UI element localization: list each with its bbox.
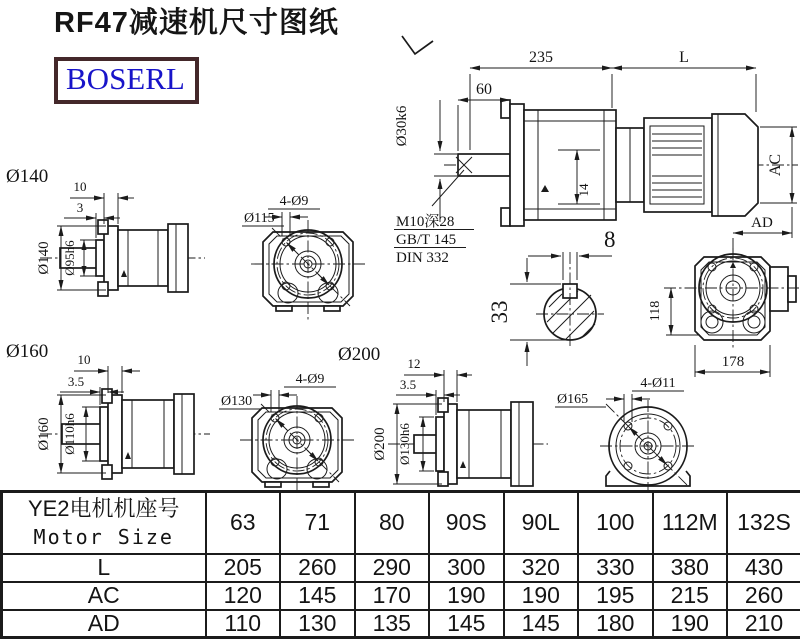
dim-flange-od-label: Ø140 [36,241,52,275]
value-L-3: 300 [429,554,504,582]
value-AC-6: 215 [653,582,728,610]
frame-size-column-0: 63 [206,492,281,554]
center-hole-leader [432,170,464,206]
dim-bcd-115-label: Ø115 [244,211,275,226]
table-row-AD [2,610,800,638]
pilot-boss [436,417,444,471]
flange-165-front-view [555,376,696,490]
variant-label-160: Ø160 [6,341,49,362]
value-AD-2: 135 [355,610,430,638]
frame-size-column-1: 71 [280,492,355,554]
flange-160-side-view [6,341,210,479]
value-AD-3: 145 [429,610,504,638]
value-AD-7: 210 [727,610,800,638]
row-label-L: L [2,554,206,582]
terminal-box [770,267,788,311]
motor-size-header-en: Motor Size [33,525,174,550]
dim-bcd-130-label: Ø130 [221,394,253,409]
motor-body [644,118,712,212]
dim-motor-length-label: L [679,49,689,66]
flange-200-side-view [338,344,548,486]
center-hole-spec-line1: M10深28 [396,214,455,230]
value-L-0: 205 [206,554,281,582]
value-L-4: 320 [504,554,579,582]
frame-size-column-3: 90S [429,492,504,554]
value-L-6: 380 [653,554,728,582]
frame-size-column-2: 80 [355,492,430,554]
dim-3-5-label: 3.5 [399,377,417,392]
dim-178-label: 178 [721,354,745,370]
frame-size-column-4: 90L [504,492,579,554]
dim-3-5-label: 3.5 [67,374,85,389]
value-L-7: 430 [727,554,800,582]
page-title: RF47减速机尺寸图纸 [54,7,339,39]
dim-flange-od-label: Ø200 [372,427,388,461]
frame-size-column-6: 112M [653,492,728,554]
value-AC-1: 145 [280,582,355,610]
pilot-boss [96,240,104,276]
dim-pilot-od-label: Ø130h6 [397,423,412,465]
value-AC-0: 120 [206,582,281,610]
mounting-flange [510,104,524,226]
value-L-2: 290 [355,554,430,582]
value-L-5: 330 [578,554,653,582]
value-AD-4: 145 [504,610,579,638]
value-AC-7: 260 [727,582,800,610]
dim-bolt-holes-130-label: 4-Ø9 [295,372,325,387]
gearbox-rear-view [648,248,799,377]
motor-size-header [2,492,206,554]
flange-130-front-view [219,372,354,492]
frame-size-column-5: 100 [578,492,653,554]
value-L-1: 260 [280,554,355,582]
flange-115-front-view [242,194,365,320]
flange-plate [108,395,122,473]
value-AD-0: 110 [206,610,281,638]
dim-10-label: 10 [73,179,87,194]
value-AD-1: 130 [280,610,355,638]
table-row-AC [2,582,800,610]
center-hole-spec-line2: GB/T 145 [396,232,457,248]
dim-3-label: 3 [76,200,84,215]
row-label-AD: AD [2,610,206,638]
row-label-AC: AC [2,582,206,610]
dim-key-width-label: 8 [604,227,616,252]
dim-118-label: 118 [648,300,663,322]
flange-140-side-view [6,166,205,296]
rear-housing [695,257,770,340]
variant-label-200: Ø200 [338,344,381,365]
shaft-keyway-section [487,227,616,366]
output-shaft [458,154,510,176]
dim-12-label: 12 [407,356,421,371]
motor-dimension-table [0,490,800,639]
pilot-boss [100,407,108,461]
dim-bcd-165-label: Ø165 [557,392,589,407]
variant-label-140: Ø140 [6,166,49,187]
value-AC-3: 190 [429,582,504,610]
dim-235-label: 235 [529,49,553,66]
flange-plate [104,226,118,290]
value-AC-4: 190 [504,582,579,610]
dim-pilot-od-label: Ø110h6 [62,413,77,455]
value-AC-5: 195 [578,582,653,610]
fan-cover [712,114,758,216]
table-header-row [2,492,800,554]
brand-logo-text: BOSERL [66,61,185,96]
dim-key-height-label: 33 [487,300,512,324]
dim-bolt-holes-115-label: 4-Ø9 [279,194,309,209]
value-AD-6: 190 [653,610,728,638]
dim-shaft-dia-label: Ø30k6 [394,105,410,147]
dim-flange-od-label: Ø160 [36,417,52,451]
dim-ad-label: AD [751,215,773,231]
motor-size-header-cn: YE2电机机座号 [27,496,180,522]
dim-14-label: 14 [576,183,591,197]
dim-ac-label: AC [767,153,784,177]
gearmotor-side-view [394,36,798,266]
value-AD-5: 180 [578,610,653,638]
dim-pilot-od-label: Ø95h6 [62,240,77,276]
gear-housing [118,230,168,286]
dim-10-label: 10 [77,352,91,367]
table-row-L [2,554,800,582]
dim-60-label: 60 [476,81,492,98]
value-AC-2: 170 [355,582,430,610]
center-hole-spec-line3: DIN 332 [396,250,449,266]
revision-tick-mark [402,36,433,54]
frame-size-column-7: 132S [727,492,800,554]
dim-bolt-holes-165-label: 4-Ø11 [640,376,676,391]
